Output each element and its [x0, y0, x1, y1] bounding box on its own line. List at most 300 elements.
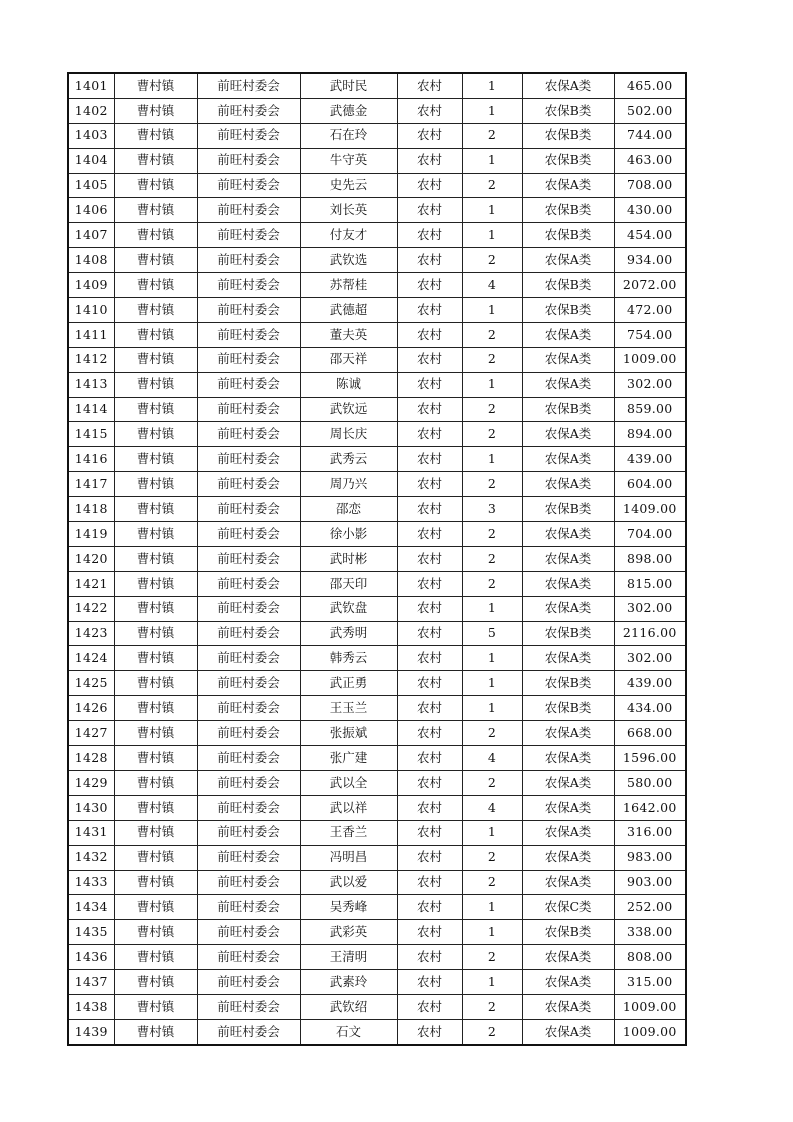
town-cell: 曹村镇 [114, 223, 197, 248]
serial-number-cell: 1412 [68, 347, 114, 372]
insurance-category-cell: 农保A类 [522, 347, 614, 372]
serial-number-cell: 1407 [68, 223, 114, 248]
table-row [68, 372, 686, 397]
persons-count-cell: 2 [462, 721, 522, 746]
resident-name-cell: 武钦绍 [300, 994, 397, 1019]
household-type-cell: 农村 [397, 173, 462, 198]
household-type-cell: 农村 [397, 571, 462, 596]
village-committee-cell: 前旺村委会 [197, 646, 300, 671]
table-row [68, 596, 686, 621]
village-committee-cell: 前旺村委会 [197, 870, 300, 895]
town-cell: 曹村镇 [114, 795, 197, 820]
roster-body [68, 73, 686, 1045]
village-committee-cell: 前旺村委会 [197, 198, 300, 223]
insurance-category-cell: 农保B类 [522, 198, 614, 223]
table-row [68, 422, 686, 447]
village-committee-cell: 前旺村委会 [197, 596, 300, 621]
resident-name-cell: 石文 [300, 1019, 397, 1044]
town-cell: 曹村镇 [114, 522, 197, 547]
amount-cell: 754.00 [614, 322, 686, 347]
table-row [68, 571, 686, 596]
serial-number-cell: 1432 [68, 845, 114, 870]
persons-count-cell: 4 [462, 273, 522, 298]
village-committee-cell: 前旺村委会 [197, 422, 300, 447]
persons-count-cell: 2 [462, 994, 522, 1019]
serial-number-cell: 1429 [68, 770, 114, 795]
persons-count-cell: 1 [462, 447, 522, 472]
household-type-cell: 农村 [397, 770, 462, 795]
amount-cell: 315.00 [614, 970, 686, 995]
town-cell: 曹村镇 [114, 447, 197, 472]
table-row [68, 472, 686, 497]
household-type-cell: 农村 [397, 721, 462, 746]
town-cell: 曹村镇 [114, 422, 197, 447]
amount-cell: 338.00 [614, 920, 686, 945]
table-row [68, 322, 686, 347]
village-committee-cell: 前旺村委会 [197, 721, 300, 746]
household-type-cell: 农村 [397, 497, 462, 522]
persons-count-cell: 1 [462, 646, 522, 671]
serial-number-cell: 1409 [68, 273, 114, 298]
amount-cell: 465.00 [614, 73, 686, 98]
insurance-category-cell: 农保B类 [522, 621, 614, 646]
insurance-category-cell: 农保A类 [522, 820, 614, 845]
table-row [68, 870, 686, 895]
village-committee-cell: 前旺村委会 [197, 372, 300, 397]
persons-count-cell: 1 [462, 98, 522, 123]
household-type-cell: 农村 [397, 223, 462, 248]
table-row [68, 820, 686, 845]
town-cell: 曹村镇 [114, 721, 197, 746]
village-committee-cell: 前旺村委会 [197, 522, 300, 547]
village-committee-cell: 前旺村委会 [197, 945, 300, 970]
table-row [68, 994, 686, 1019]
table-row [68, 522, 686, 547]
town-cell: 曹村镇 [114, 198, 197, 223]
resident-name-cell: 武秀明 [300, 621, 397, 646]
serial-number-cell: 1419 [68, 522, 114, 547]
household-type-cell: 农村 [397, 148, 462, 173]
resident-name-cell: 武彩英 [300, 920, 397, 945]
village-committee-cell: 前旺村委会 [197, 123, 300, 148]
amount-cell: 1642.00 [614, 795, 686, 820]
table-row [68, 770, 686, 795]
household-type-cell: 农村 [397, 621, 462, 646]
persons-count-cell: 2 [462, 173, 522, 198]
resident-name-cell: 武以爱 [300, 870, 397, 895]
amount-cell: 1009.00 [614, 347, 686, 372]
table-row [68, 148, 686, 173]
resident-name-cell: 武素玲 [300, 970, 397, 995]
amount-cell: 302.00 [614, 372, 686, 397]
household-type-cell: 农村 [397, 546, 462, 571]
town-cell: 曹村镇 [114, 497, 197, 522]
town-cell: 曹村镇 [114, 546, 197, 571]
serial-number-cell: 1434 [68, 895, 114, 920]
amount-cell: 1596.00 [614, 746, 686, 771]
village-committee-cell: 前旺村委会 [197, 447, 300, 472]
amount-cell: 704.00 [614, 522, 686, 547]
resident-name-cell: 付友才 [300, 223, 397, 248]
insurance-category-cell: 农保A类 [522, 546, 614, 571]
town-cell: 曹村镇 [114, 994, 197, 1019]
amount-cell: 604.00 [614, 472, 686, 497]
town-cell: 曹村镇 [114, 671, 197, 696]
amount-cell: 252.00 [614, 895, 686, 920]
persons-count-cell: 2 [462, 422, 522, 447]
amount-cell: 302.00 [614, 596, 686, 621]
village-committee-cell: 前旺村委会 [197, 795, 300, 820]
serial-number-cell: 1430 [68, 795, 114, 820]
persons-count-cell: 2 [462, 322, 522, 347]
household-type-cell: 农村 [397, 970, 462, 995]
town-cell: 曹村镇 [114, 596, 197, 621]
persons-count-cell: 2 [462, 347, 522, 372]
table-row [68, 123, 686, 148]
persons-count-cell: 2 [462, 845, 522, 870]
household-type-cell: 农村 [397, 472, 462, 497]
village-committee-cell: 前旺村委会 [197, 298, 300, 323]
village-committee-cell: 前旺村委会 [197, 497, 300, 522]
insurance-category-cell: 农保A类 [522, 994, 614, 1019]
serial-number-cell: 1431 [68, 820, 114, 845]
town-cell: 曹村镇 [114, 770, 197, 795]
insurance-category-cell: 农保A类 [522, 746, 614, 771]
persons-count-cell: 5 [462, 621, 522, 646]
insurance-category-cell: 农保B类 [522, 497, 614, 522]
persons-count-cell: 2 [462, 123, 522, 148]
table-row [68, 198, 686, 223]
household-type-cell: 农村 [397, 522, 462, 547]
serial-number-cell: 1424 [68, 646, 114, 671]
persons-count-cell: 1 [462, 696, 522, 721]
resident-name-cell: 武德金 [300, 98, 397, 123]
village-committee-cell: 前旺村委会 [197, 173, 300, 198]
insurance-category-cell: 农保A类 [522, 970, 614, 995]
persons-count-cell: 1 [462, 372, 522, 397]
town-cell: 曹村镇 [114, 920, 197, 945]
amount-cell: 808.00 [614, 945, 686, 970]
amount-cell: 430.00 [614, 198, 686, 223]
resident-name-cell: 武钦盘 [300, 596, 397, 621]
persons-count-cell: 2 [462, 945, 522, 970]
insurance-category-cell: 农保A类 [522, 322, 614, 347]
serial-number-cell: 1421 [68, 571, 114, 596]
insurance-category-cell: 农保B类 [522, 696, 614, 721]
resident-name-cell: 邵恋 [300, 497, 397, 522]
persons-count-cell: 1 [462, 223, 522, 248]
persons-count-cell: 2 [462, 571, 522, 596]
persons-count-cell: 3 [462, 497, 522, 522]
amount-cell: 502.00 [614, 98, 686, 123]
serial-number-cell: 1416 [68, 447, 114, 472]
persons-count-cell: 1 [462, 73, 522, 98]
table-row [68, 546, 686, 571]
town-cell: 曹村镇 [114, 621, 197, 646]
insurance-category-cell: 农保B类 [522, 273, 614, 298]
serial-number-cell: 1437 [68, 970, 114, 995]
household-type-cell: 农村 [397, 845, 462, 870]
insurance-category-cell: 农保B类 [522, 397, 614, 422]
amount-cell: 463.00 [614, 148, 686, 173]
village-committee-cell: 前旺村委会 [197, 347, 300, 372]
amount-cell: 434.00 [614, 696, 686, 721]
town-cell: 曹村镇 [114, 372, 197, 397]
town-cell: 曹村镇 [114, 696, 197, 721]
village-committee-cell: 前旺村委会 [197, 994, 300, 1019]
table-row [68, 746, 686, 771]
table-row [68, 845, 686, 870]
insurance-category-cell: 农保B类 [522, 148, 614, 173]
town-cell: 曹村镇 [114, 322, 197, 347]
serial-number-cell: 1435 [68, 920, 114, 945]
village-committee-cell: 前旺村委会 [197, 571, 300, 596]
insurance-category-cell: 农保A类 [522, 522, 614, 547]
serial-number-cell: 1423 [68, 621, 114, 646]
amount-cell: 934.00 [614, 248, 686, 273]
table-row [68, 671, 686, 696]
serial-number-cell: 1413 [68, 372, 114, 397]
amount-cell: 898.00 [614, 546, 686, 571]
table-row [68, 248, 686, 273]
resident-name-cell: 武钦远 [300, 397, 397, 422]
village-committee-cell: 前旺村委会 [197, 546, 300, 571]
village-committee-cell: 前旺村委会 [197, 397, 300, 422]
household-type-cell: 农村 [397, 123, 462, 148]
amount-cell: 472.00 [614, 298, 686, 323]
household-type-cell: 农村 [397, 422, 462, 447]
amount-cell: 580.00 [614, 770, 686, 795]
resident-name-cell: 武以全 [300, 770, 397, 795]
table-row [68, 646, 686, 671]
amount-cell: 302.00 [614, 646, 686, 671]
resident-name-cell: 邵天祥 [300, 347, 397, 372]
insurance-category-cell: 农保B类 [522, 223, 614, 248]
town-cell: 曹村镇 [114, 98, 197, 123]
resident-name-cell: 徐小影 [300, 522, 397, 547]
table-row [68, 1019, 686, 1044]
serial-number-cell: 1418 [68, 497, 114, 522]
resident-name-cell: 冯明昌 [300, 845, 397, 870]
household-type-cell: 农村 [397, 73, 462, 98]
town-cell: 曹村镇 [114, 870, 197, 895]
amount-cell: 1409.00 [614, 497, 686, 522]
village-committee-cell: 前旺村委会 [197, 621, 300, 646]
serial-number-cell: 1405 [68, 173, 114, 198]
resident-name-cell: 张振斌 [300, 721, 397, 746]
table-row [68, 98, 686, 123]
insurance-category-cell: 农保A类 [522, 73, 614, 98]
household-type-cell: 农村 [397, 671, 462, 696]
insurance-category-cell: 农保A类 [522, 596, 614, 621]
table-row [68, 223, 686, 248]
village-committee-cell: 前旺村委会 [197, 845, 300, 870]
amount-cell: 2116.00 [614, 621, 686, 646]
amount-cell: 903.00 [614, 870, 686, 895]
persons-count-cell: 2 [462, 522, 522, 547]
household-type-cell: 农村 [397, 870, 462, 895]
village-committee-cell: 前旺村委会 [197, 273, 300, 298]
insurance-category-cell: 农保A类 [522, 173, 614, 198]
village-committee-cell: 前旺村委会 [197, 73, 300, 98]
table-row [68, 795, 686, 820]
resident-name-cell: 武时民 [300, 73, 397, 98]
household-type-cell: 农村 [397, 820, 462, 845]
town-cell: 曹村镇 [114, 397, 197, 422]
household-type-cell: 农村 [397, 696, 462, 721]
insurance-category-cell: 农保A类 [522, 447, 614, 472]
insurance-category-cell: 农保A类 [522, 472, 614, 497]
table-row [68, 173, 686, 198]
resident-name-cell: 王香兰 [300, 820, 397, 845]
household-type-cell: 农村 [397, 372, 462, 397]
village-committee-cell: 前旺村委会 [197, 248, 300, 273]
amount-cell: 894.00 [614, 422, 686, 447]
village-committee-cell: 前旺村委会 [197, 671, 300, 696]
persons-count-cell: 1 [462, 671, 522, 696]
household-type-cell: 农村 [397, 397, 462, 422]
persons-count-cell: 1 [462, 298, 522, 323]
serial-number-cell: 1438 [68, 994, 114, 1019]
amount-cell: 439.00 [614, 447, 686, 472]
amount-cell: 983.00 [614, 845, 686, 870]
amount-cell: 316.00 [614, 820, 686, 845]
insurance-category-cell: 农保A类 [522, 248, 614, 273]
table-row [68, 895, 686, 920]
village-committee-cell: 前旺村委会 [197, 820, 300, 845]
table-row [68, 273, 686, 298]
insurance-category-cell: 农保B类 [522, 920, 614, 945]
resident-name-cell: 武以祥 [300, 795, 397, 820]
household-type-cell: 农村 [397, 945, 462, 970]
persons-count-cell: 4 [462, 746, 522, 771]
insurance-category-cell: 农保A类 [522, 646, 614, 671]
persons-count-cell: 2 [462, 546, 522, 571]
amount-cell: 815.00 [614, 571, 686, 596]
serial-number-cell: 1433 [68, 870, 114, 895]
insurance-category-cell: 农保A类 [522, 845, 614, 870]
amount-cell: 2072.00 [614, 273, 686, 298]
resident-name-cell: 吴秀峰 [300, 895, 397, 920]
persons-count-cell: 1 [462, 820, 522, 845]
resident-name-cell: 周乃兴 [300, 472, 397, 497]
amount-cell: 1009.00 [614, 994, 686, 1019]
table-row [68, 397, 686, 422]
serial-number-cell: 1410 [68, 298, 114, 323]
town-cell: 曹村镇 [114, 1019, 197, 1044]
serial-number-cell: 1415 [68, 422, 114, 447]
town-cell: 曹村镇 [114, 646, 197, 671]
village-committee-cell: 前旺村委会 [197, 895, 300, 920]
table-row [68, 497, 686, 522]
resident-name-cell: 张广建 [300, 746, 397, 771]
insurance-category-cell: 农保B类 [522, 298, 614, 323]
serial-number-cell: 1422 [68, 596, 114, 621]
persons-count-cell: 4 [462, 795, 522, 820]
resident-name-cell: 陈诚 [300, 372, 397, 397]
village-committee-cell: 前旺村委会 [197, 920, 300, 945]
serial-number-cell: 1420 [68, 546, 114, 571]
town-cell: 曹村镇 [114, 73, 197, 98]
town-cell: 曹村镇 [114, 273, 197, 298]
household-type-cell: 农村 [397, 298, 462, 323]
town-cell: 曹村镇 [114, 845, 197, 870]
serial-number-cell: 1439 [68, 1019, 114, 1044]
benefit-roster-table [67, 72, 687, 1046]
town-cell: 曹村镇 [114, 820, 197, 845]
resident-name-cell: 武正勇 [300, 671, 397, 696]
town-cell: 曹村镇 [114, 970, 197, 995]
village-committee-cell: 前旺村委会 [197, 970, 300, 995]
village-committee-cell: 前旺村委会 [197, 770, 300, 795]
insurance-category-cell: 农保A类 [522, 422, 614, 447]
amount-cell: 668.00 [614, 721, 686, 746]
household-type-cell: 农村 [397, 322, 462, 347]
resident-name-cell: 董夫英 [300, 322, 397, 347]
serial-number-cell: 1427 [68, 721, 114, 746]
table-row [68, 347, 686, 372]
household-type-cell: 农村 [397, 98, 462, 123]
village-committee-cell: 前旺村委会 [197, 322, 300, 347]
serial-number-cell: 1417 [68, 472, 114, 497]
household-type-cell: 农村 [397, 447, 462, 472]
household-type-cell: 农村 [397, 347, 462, 372]
table-row [68, 621, 686, 646]
insurance-category-cell: 农保A类 [522, 721, 614, 746]
persons-count-cell: 1 [462, 920, 522, 945]
resident-name-cell: 王玉兰 [300, 696, 397, 721]
village-committee-cell: 前旺村委会 [197, 696, 300, 721]
insurance-category-cell: 农保A类 [522, 372, 614, 397]
serial-number-cell: 1408 [68, 248, 114, 273]
town-cell: 曹村镇 [114, 347, 197, 372]
serial-number-cell: 1436 [68, 945, 114, 970]
amount-cell: 454.00 [614, 223, 686, 248]
village-committee-cell: 前旺村委会 [197, 1019, 300, 1044]
insurance-category-cell: 农保A类 [522, 1019, 614, 1044]
insurance-category-cell: 农保B类 [522, 98, 614, 123]
household-type-cell: 农村 [397, 646, 462, 671]
serial-number-cell: 1402 [68, 98, 114, 123]
amount-cell: 1009.00 [614, 1019, 686, 1044]
table-row [68, 920, 686, 945]
village-committee-cell: 前旺村委会 [197, 472, 300, 497]
serial-number-cell: 1401 [68, 73, 114, 98]
serial-number-cell: 1428 [68, 746, 114, 771]
persons-count-cell: 2 [462, 397, 522, 422]
resident-name-cell: 王清明 [300, 945, 397, 970]
table-row [68, 721, 686, 746]
household-type-cell: 农村 [397, 273, 462, 298]
household-type-cell: 农村 [397, 895, 462, 920]
insurance-category-cell: 农保A类 [522, 770, 614, 795]
serial-number-cell: 1404 [68, 148, 114, 173]
resident-name-cell: 韩秀云 [300, 646, 397, 671]
town-cell: 曹村镇 [114, 945, 197, 970]
town-cell: 曹村镇 [114, 571, 197, 596]
persons-count-cell: 2 [462, 770, 522, 795]
resident-name-cell: 刘长英 [300, 198, 397, 223]
resident-name-cell: 邵天印 [300, 571, 397, 596]
household-type-cell: 农村 [397, 596, 462, 621]
amount-cell: 744.00 [614, 123, 686, 148]
insurance-category-cell: 农保B类 [522, 123, 614, 148]
persons-count-cell: 1 [462, 970, 522, 995]
persons-count-cell: 2 [462, 870, 522, 895]
amount-cell: 439.00 [614, 671, 686, 696]
town-cell: 曹村镇 [114, 472, 197, 497]
persons-count-cell: 2 [462, 248, 522, 273]
